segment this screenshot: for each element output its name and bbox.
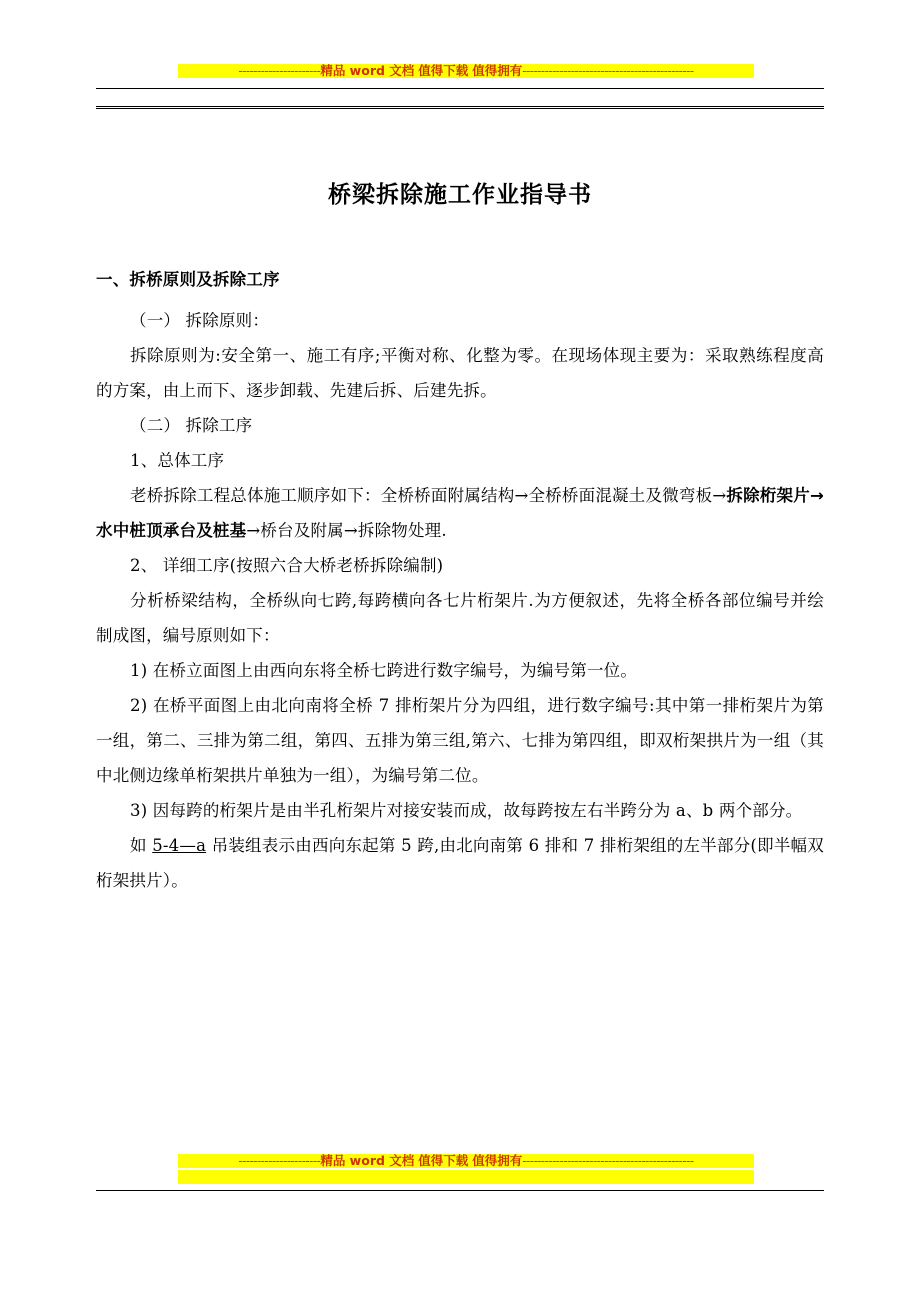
footer-banner-text-cn2: 值得下载 bbox=[418, 1153, 469, 1168]
paragraph-example bbox=[96, 828, 824, 898]
footer-banner-dashes-left: ---------------------- bbox=[238, 1153, 321, 1168]
footer-watermark-banner bbox=[178, 1154, 754, 1168]
banner-dashes-left: ---------------------- bbox=[238, 63, 321, 78]
list-item-2: 2) 在桥平面图上由北向南将全桥 7 排桁架片分为四组，进行数字编号:其中第一排桁架片为第一组，第二、三排为第二组，第四、五排为第三组,第六、七排为第四组，即双桁架拱片为一组（其中北侧边缘单桁架拱片单独为一组），为编号第二位。 bbox=[96, 696, 824, 785]
example-rest: 吊装组表示由西向东起第 5 跨,由北向南第 6 排和 7 排桁架组的左半部分(即半幅双桁架拱片）。 bbox=[96, 836, 824, 890]
footer-banner-dashes-right: ---------------------------------------------- bbox=[522, 1153, 694, 1168]
paragraph-process-label: （二） 拆除工序 bbox=[130, 416, 253, 435]
paragraph-principle-body: 拆除原则为:安全第一、施工有序;平衡对称、化整为零。在现场体现主要为：采取熟练程度高的方案，由上而下、逐步卸载、先建后拆、后建先拆。 bbox=[96, 346, 824, 400]
paragraph-principle-label: （一） 拆除原则： bbox=[130, 311, 270, 330]
banner-dashes-right: ---------------------------------------------- bbox=[522, 63, 694, 78]
paragraph-structure-analysis: 分析桥梁结构，全桥纵向七跨,每跨横向各七片桁架片.为方便叙述，先将全桥各部位编号并绘制成图，编号原则如下： bbox=[96, 591, 824, 645]
paragraph-overall-process-label: 1、总体工序 bbox=[130, 451, 225, 470]
banner-text-cn: 精品 word 文档 bbox=[320, 63, 415, 78]
overall-process-lead: 老桥拆除工程总体施工顺序如下：全桥桥面附属结构→全桥桥面混凝土及微弯板→ bbox=[130, 486, 727, 505]
example-prefix: 如 bbox=[130, 836, 153, 855]
page-title: 桥梁拆除施工作业指导书 bbox=[328, 182, 592, 208]
paragraph-detail-process-label: 2、 详细工序(按照六合大桥老桥拆除编制) bbox=[130, 556, 444, 575]
overall-process-bold: 拆除桁架片→水中桩顶承台及桩基 bbox=[96, 486, 824, 540]
footer-rule bbox=[96, 1190, 824, 1191]
header-rule-single bbox=[96, 88, 824, 89]
header-watermark-banner bbox=[178, 64, 754, 78]
list-item-3: 3) 因每跨的桁架片是由半孔桁架片对接安装而成，故每跨按左右半跨分为 a、b 两个部分。 bbox=[130, 801, 803, 820]
paragraph-overall-process-body bbox=[96, 478, 824, 548]
banner-text-cn3: 值得拥有 bbox=[472, 63, 523, 78]
banner-text-cn2: 值得下载 bbox=[418, 63, 469, 78]
list-item-1: 1) 在桥立面图上由西向东将全桥七跨进行数字编号，为编号第一位。 bbox=[130, 661, 638, 680]
example-code: 5-4—a bbox=[152, 836, 207, 855]
header-rule-double bbox=[96, 106, 824, 112]
document-body bbox=[96, 262, 824, 898]
footer-banner-text-cn: 精品 word 文档 bbox=[320, 1153, 415, 1168]
footer-watermark-underline bbox=[178, 1170, 754, 1184]
section-heading-1: 一、拆桥原则及拆除工序 bbox=[96, 270, 280, 289]
footer-banner-text-cn3: 值得拥有 bbox=[472, 1153, 523, 1168]
overall-process-tail: →桥台及附属→拆除物处理. bbox=[246, 521, 447, 540]
